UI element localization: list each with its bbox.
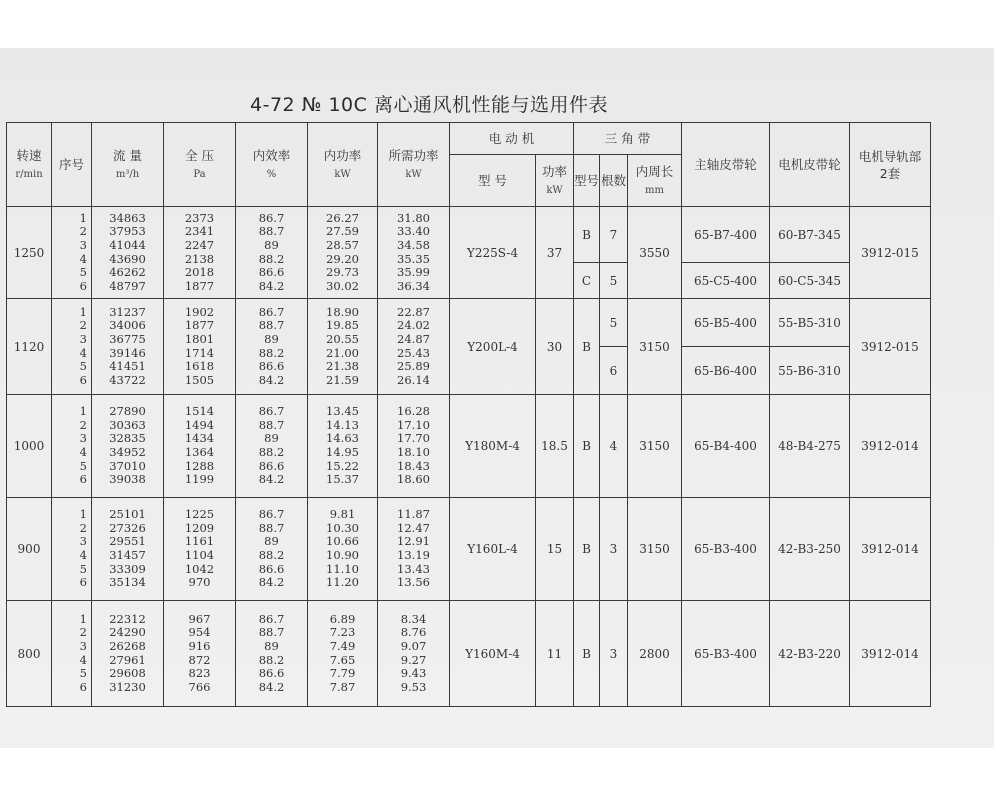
flow-list: 31237 34006 36775 39146 41451 43722 [92, 299, 164, 395]
main-pulley-cell: 65-C5-400 [682, 263, 770, 299]
seq-list: 1 2 3 4 5 6 [52, 395, 92, 498]
main-pulley-cell: 65-B3-400 [682, 498, 770, 601]
motor-pulley-cell: 60-C5-345 [770, 263, 850, 299]
header-vbelt: 三 角 带 [574, 123, 682, 155]
rail-cell: 3912-015 [850, 299, 931, 395]
header-motor-power: 功率 kW [536, 155, 574, 207]
header-seq: 序号 [52, 123, 92, 207]
motor-pulley-cell: 48-B4-275 [770, 395, 850, 498]
motor-pulley-cell: 42-B3-250 [770, 498, 850, 601]
belt-count-cell: 6 [600, 347, 628, 395]
required-power-list: 11.87 12.47 12.91 13.19 13.43 13.56 [378, 498, 450, 601]
header-motor-model: 型 号 [450, 155, 536, 207]
belt-length-cell: 3150 [628, 395, 682, 498]
pressure-list: 967 954 916 872 823 766 [164, 601, 236, 707]
seq-list: 1 2 3 4 5 6 [52, 299, 92, 395]
pressure-list: 1514 1494 1434 1364 1288 1199 [164, 395, 236, 498]
seq-list: 1 2 3 4 5 6 [52, 498, 92, 601]
required-power-list: 8.34 8.76 9.07 9.27 9.43 9.53 [378, 601, 450, 707]
efficiency-list: 86.7 88.7 89 88.2 86.6 84.2 [236, 299, 308, 395]
motor-model-cell: Y180M-4 [450, 395, 536, 498]
belt-length-cell: 3150 [628, 299, 682, 395]
motor-power-cell: 15 [536, 498, 574, 601]
power-list: 18.90 19.85 20.55 21.00 21.38 21.59 [308, 299, 378, 395]
header-belt-type: 型号 [574, 155, 600, 207]
header-pressure: 全 压 Pa [164, 123, 236, 207]
speed-cell: 1000 [7, 395, 52, 498]
flow-list: 27890 30363 32835 34952 37010 39038 [92, 395, 164, 498]
header-motor: 电 动 机 [450, 123, 574, 155]
belt-count-cell: 5 [600, 299, 628, 347]
belt-length-cell: 2800 [628, 601, 682, 707]
main-pulley-cell: 65-B3-400 [682, 601, 770, 707]
motor-pulley-cell: 55-B5-310 [770, 299, 850, 347]
main-pulley-cell: 65-B7-400 [682, 207, 770, 263]
performance-table [6, 122, 931, 707]
header-belt-length: 内周长 mm [628, 155, 682, 207]
belt-count-cell: 3 [600, 498, 628, 601]
motor-model-cell: Y160M-4 [450, 601, 536, 707]
header-efficiency: 内效率 % [236, 123, 308, 207]
flow-list: 25101 27326 29551 31457 33309 35134 [92, 498, 164, 601]
speed-cell: 800 [7, 601, 52, 707]
motor-model-cell: Y200L-4 [450, 299, 536, 395]
pressure-list: 2373 2341 2247 2138 2018 1877 [164, 207, 236, 299]
required-power-list: 22.87 24.02 24.87 25.43 25.89 26.14 [378, 299, 450, 395]
flow-list: 22312 24290 26268 27961 29608 31230 [92, 601, 164, 707]
motor-power-cell: 18.5 [536, 395, 574, 498]
header-power: 内功率 kW [308, 123, 378, 207]
required-power-list: 31.80 33.40 34.58 35.35 35.99 36.34 [378, 207, 450, 299]
belt-count-cell: 7 [600, 207, 628, 263]
seq-list: 1 2 3 4 5 6 [52, 207, 92, 299]
efficiency-list: 86.7 88.7 89 88.2 86.6 84.2 [236, 207, 308, 299]
motor-pulley-cell: 55-B6-310 [770, 347, 850, 395]
belt-type-cell: B [574, 395, 600, 498]
belt-type-cell: B [574, 498, 600, 601]
power-list: 26.27 27.59 28.57 29.20 29.73 30.02 [308, 207, 378, 299]
page-edge [994, 48, 1000, 748]
belt-length-cell: 3150 [628, 498, 682, 601]
speed-cell: 1250 [7, 207, 52, 299]
motor-model-cell: Y160L-4 [450, 498, 536, 601]
header-belt-count: 根数 [600, 155, 628, 207]
main-pulley-cell: 65-B6-400 [682, 347, 770, 395]
power-list: 13.45 14.13 14.63 14.95 15.22 15.37 [308, 395, 378, 498]
rail-cell: 3912-014 [850, 395, 931, 498]
efficiency-list: 86.7 88.7 89 88.2 86.6 84.2 [236, 395, 308, 498]
header-required-power: 所需功率 kW [378, 123, 450, 207]
efficiency-list: 86.7 88.7 89 88.2 86.6 84.2 [236, 498, 308, 601]
pressure-list: 1902 1877 1801 1714 1618 1505 [164, 299, 236, 395]
required-power-list: 16.28 17.10 17.70 18.10 18.43 18.60 [378, 395, 450, 498]
speed-cell: 1120 [7, 299, 52, 395]
motor-power-cell: 30 [536, 299, 574, 395]
belt-length-cell: 3550 [628, 207, 682, 299]
power-list: 9.81 10.30 10.66 10.90 11.10 11.20 [308, 498, 378, 601]
motor-power-cell: 37 [536, 207, 574, 299]
rail-cell: 3912-014 [850, 498, 931, 601]
motor-power-cell: 11 [536, 601, 574, 707]
power-list: 6.89 7.23 7.49 7.65 7.79 7.87 [308, 601, 378, 707]
seq-list: 1 2 3 4 5 6 [52, 601, 92, 707]
belt-type-cell: B [574, 299, 600, 395]
rail-cell: 3912-014 [850, 601, 931, 707]
main-pulley-cell: 65-B4-400 [682, 395, 770, 498]
header-flow: 流 量 m³/h [92, 123, 164, 207]
speed-cell: 900 [7, 498, 52, 601]
belt-type-cell: B [574, 207, 600, 263]
rail-cell: 3912-015 [850, 207, 931, 299]
header-rail: 电机导轨部 2套 [850, 123, 931, 207]
header-motor-pulley: 电机皮带轮 [770, 123, 850, 207]
header-speed: 转速 r/min [7, 123, 52, 207]
main-pulley-cell: 65-B5-400 [682, 299, 770, 347]
flow-list: 34863 37953 41044 43690 46262 48797 [92, 207, 164, 299]
pressure-list: 1225 1209 1161 1104 1042 970 [164, 498, 236, 601]
motor-pulley-cell: 42-B3-220 [770, 601, 850, 707]
motor-model-cell: Y225S-4 [450, 207, 536, 299]
belt-type-cell: B [574, 601, 600, 707]
efficiency-list: 86.7 88.7 89 88.2 86.6 84.2 [236, 601, 308, 707]
motor-pulley-cell: 60-B7-345 [770, 207, 850, 263]
header-main-pulley: 主轴皮带轮 [682, 123, 770, 207]
belt-count-cell: 5 [600, 263, 628, 299]
belt-type-cell: C [574, 263, 600, 299]
belt-count-cell: 4 [600, 395, 628, 498]
table-title: 4-72 № 10C 离心通风机性能与选用件表 [250, 94, 608, 116]
performance-table-wrapper [6, 122, 931, 707]
belt-count-cell: 3 [600, 601, 628, 707]
